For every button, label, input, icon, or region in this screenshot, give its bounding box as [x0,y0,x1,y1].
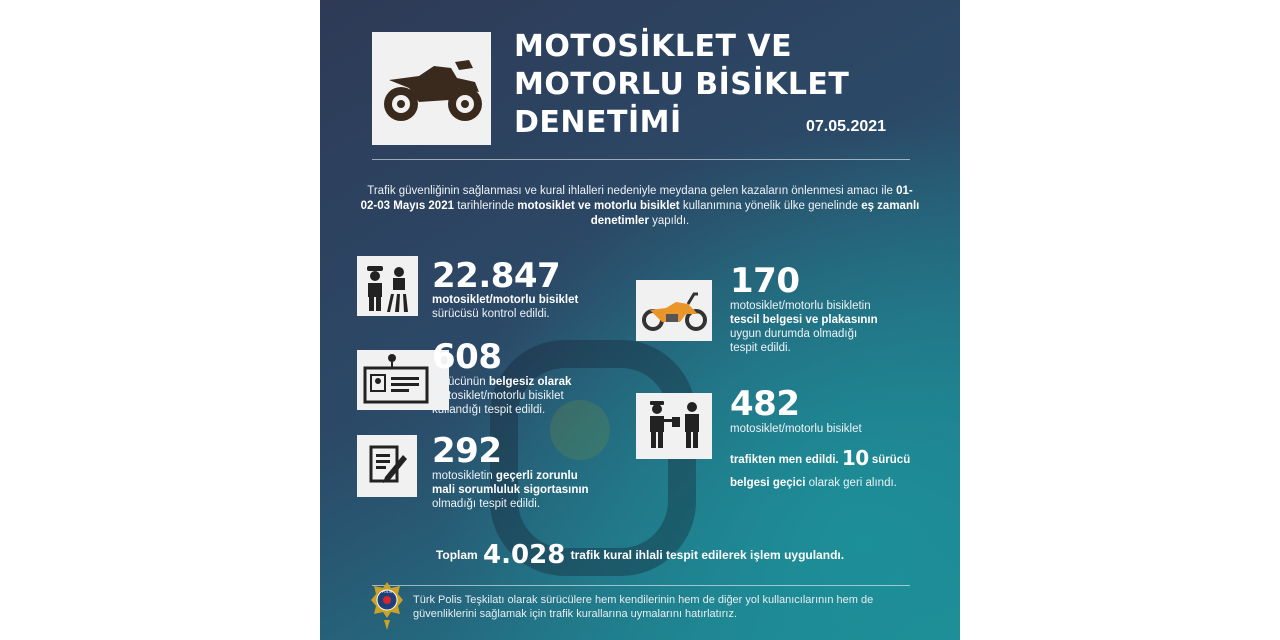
stat-unlicensed-number: 608 [432,337,502,377]
police-stop-icon [636,393,712,459]
stat-banned-line1: motosiklet/motorlu bisiklet [730,423,862,435]
registration-icon-box [636,280,712,341]
insurance-icon-box [357,435,417,497]
total-prefix: Toplam [435,548,478,562]
total-line [320,540,960,570]
stat-registration [730,263,878,355]
title-line-1: MOTOSİKLET VE [514,29,793,64]
divider [372,159,910,160]
stat-banned-number: 482 [730,384,800,424]
stat-registration-bold: tescil belgesi ve plakasının [730,314,878,326]
document-pen-icon [357,435,417,497]
stat-insurance-line3: olmadığı tespit edildi. [432,498,541,510]
total-number: 4.028 [483,540,566,570]
stat-unlicensed: 608 sürücünün belgesiz olarak motosiklet/motorlu bisiklet kullandığı tespit edildi. [432,337,572,416]
police-control-icon-box [357,256,418,316]
stat-controlled [432,258,578,321]
footer-divider [372,585,910,586]
page-title [514,28,849,142]
banned-icon-box [636,393,712,459]
stat-registration-number: 170 [730,261,800,301]
stat-registration-line3: uygun durumda olmadığı [730,328,858,340]
title-line-3: DENETİMİ [514,105,682,140]
stat-insurance: 292 motosikletin geçerli zorunlu mali sorumluluk sigortasının olmadığı tespit edildi. [432,431,589,510]
stat-controlled-bold: motosiklet/motorlu bisiklet [432,294,579,306]
stat-unlicensed-line2: motosiklet/motorlu bisiklet [432,390,564,402]
stat-banned: 482 motosiklet/motorlu bisiklet trafikten men edildi. 10 sürücü belgesi geçici olarak geri alındı. [730,384,911,489]
intro-text: Trafik güvenliğinin sağlanması ve kural ihlalleri nedeniyle meydana gelen kazaların önlenmesi amacı ile 01-02-03 Mayıs 2021 tarihlerinde motosiklet ve motorlu bisiklet kullanımına yönelik ülke genelinde eş zamanlı denetimler yapıldı. [360,185,920,227]
stat-controlled-number: 22.847 [432,256,561,296]
total-suffix: trafik kural ihlali tespit edilerek işlem uygulandı. [570,548,845,562]
stat-unlicensed-line3: kullandığı tespit edildi. [432,404,546,416]
stat-registration-line1: motosiklet/motorlu bisikletin [730,300,871,312]
stat-insurance-number: 292 [432,431,502,471]
police-officer-icon [357,256,418,316]
title-line-2: MOTORLU BİSİKLET [514,67,850,102]
hero-image-box [372,32,491,145]
infographic-poster [320,0,960,640]
stat-insurance-bold2: mali sorumluluk sigortasının [432,484,589,496]
date-label: 07.05.2021 [806,118,887,135]
footer-text: Türk Polis Teşkilatı olarak sürücülere hem kendilerinin hem de diğer yol kullanıcılarının hem de güvenliklerini sağlamak için trafik kurallarına uymalarını hatırlatırız. [413,594,874,620]
motorcycle-icon [379,58,485,124]
police-badge-icon [370,580,404,632]
badge-label: POLİS [381,590,393,594]
stat-controlled-text: sürücüsü kontrol edildi. [432,308,550,320]
stat-registration-line4: tespit edildi. [730,342,791,354]
chopper-motorcycle-icon [636,280,712,341]
